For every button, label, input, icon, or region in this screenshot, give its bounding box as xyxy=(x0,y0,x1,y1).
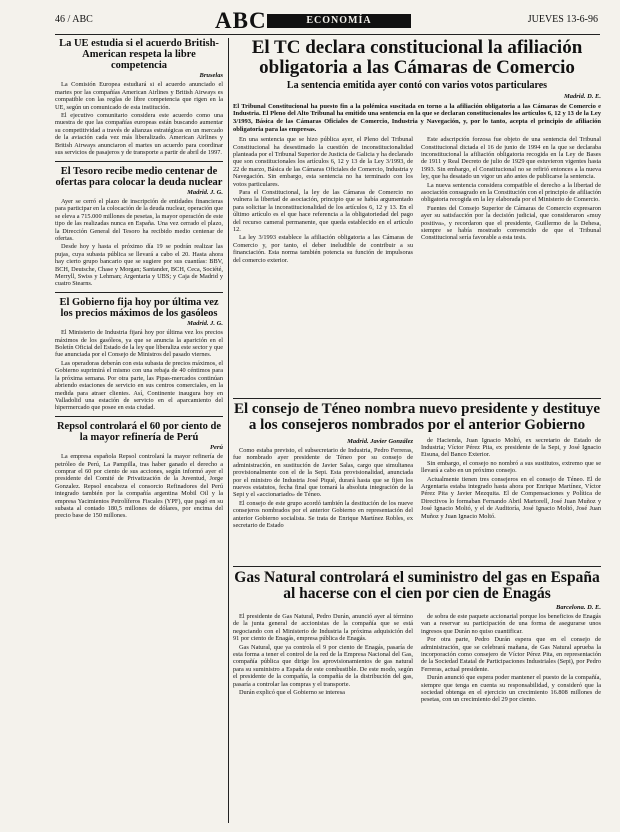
tc-para: Este adscripción forzosa fue objeto de una sentencia del Tribunal Constitucional dictada el 16 de junio de 1994 en la que se declaraba inconstitucional la afiliación obligatoria recogida en la Ley de Bases de 1911 y Real Decreto de julio de 1929 que estuvieron vigentes hasta 1993. Sin embargo, el Constitucional no se refirió entonces a la nueva ley, que ha desatado un vigor un año antes de publicarse la sentencia. xyxy=(421,136,601,181)
tc-para: Fuentes del Consejo Superior de Cámaras de Comercio expresaron ayer su satisfacción por la decisión judicial, que consideraron «muy positiva», y recordaron que el presidente, Guillermo de la Dehesa, siempre se había mostrado convencido de que el Tribunal Constitucional sería favorable a esta tesis. xyxy=(421,204,601,242)
tc-article xyxy=(233,38,601,350)
tc-para: La ley 3/1993 establece la afiliación obligatoria a las Cámaras de Comercio y, por tanto, el deber ineludible de contribuir a su financiación. Esta norma también potencia su función de impulsoras del comercio exterior. xyxy=(233,234,413,264)
teneo-headline: El consejo de Téneo nombra nuevo presidente y destituye a los consejeros nombrados por el anterior Gobierno xyxy=(233,402,601,433)
gas-para: El presidente de Gas Natural, Pedro Durán, anunció ayer al término de la junta general de accionistas de la compañía que se está negociando con el Ministerio de Industria la próxima adquisición del 91 por ciento de Enagás, empresa pública de Enagás. xyxy=(233,612,413,643)
teneo-para: El consejo de este grupo acordó también la destitución de los nueve consejeros nombrados por el anterior Gobierno en representación del anterior Gobierno socialista. Se trata de Enrique Martínez Robles, ex secretario de Estado xyxy=(233,499,413,529)
article-divider xyxy=(233,398,601,399)
gasoleos-headline: El Gobierno fija hoy por última vez los precios máximos de los gasóleos xyxy=(59,296,219,319)
gas-article xyxy=(233,570,601,825)
masthead xyxy=(55,8,600,35)
teneo-article xyxy=(233,402,601,562)
ue-para: El ejecutivo comunitario considera este acuerdo como una muestra de que las compañías europeas están buscando aumentar su competitividad a través de alianzas estratégicas en un mercado de la aviación cada vez más liberalizado. American Airlines y British Airways anunciaron el martes un acuerdo para coordinar sus servicios de pasajeros y de transporte a partir de abril de 1997. xyxy=(55,112,223,157)
gas-para: de sobra de este paquete accionarial porque los beneficios de Enagás van a reservar su participación de una forma de asegurarse unos ingresos que Durán no quiso cuantificar. xyxy=(421,612,601,635)
gas-para: Durán explicó que el Gobierno se interesa xyxy=(239,689,345,696)
left-column xyxy=(55,38,223,823)
repsol-para: La empresa española Repsol controlará la mayor refinería de petróleo de Perú, La Pampilla, tras haber ganado el derecho a comprar el 60 por ciento de sus acciones, según informó ayer el presidente del Comité de Privatización de la Juventud, Jorge Gonzalez. Repsol encabeza el consorcio Refinadores del Perú integrado también por la compañía argentina Mobil Oil y la empresa Yacimientos Petrolíferos Fiscales (YPF), que pagó en su subasta al contado 180,5 millones de dólares, por encima del precio base de 150 millones. xyxy=(55,453,223,520)
gas-para: Durán anunció que espera poder mantener el puesto de la compañía, siempre que tenga en cuenta su responsabilidad, y consideró que la sociedad obtenga en el ejercicio un crecimiento 16.808 millones de pesetas, con un crecimiento del 29 por ciento. xyxy=(421,674,601,704)
gas-para: Gas Natural, que ya controla el 9 por ciento de Enagás, pasaría de esta forma a tener el control de la red de la Empresa Nacional del Gas, compañía pública que dirige los aprovisionamientos de gas natural para su suministro a España de este combustible. De este modo, según el presidente de la compañía, la compañía de la distribución del gas, pasaría a controlar las compras y el transporte. xyxy=(233,643,413,688)
gasoleos-para: El Ministerio de Industria fijará hoy por última vez los precios máximos de los gasóleos, ya que se anuncia la aparición en el Boletín Oficial del Estado de la ley que liberaliza este sector y que fue anunciada por el Consejo de Ministros del pasado viernes. xyxy=(55,329,223,359)
tesoro-dateline: Madrid. J. G. xyxy=(187,188,223,196)
gas-headline: Gas Natural controlará el suministro del gas en España al hacerse con el cien por cien de Enagás xyxy=(234,570,600,603)
tc-para: La nueva sentencia considera compatible el derecho a la libertad de asociación consagrado en la Constitución con el principio de afiliación obligatoria recogida en la ley elaborada por el Ministerio de Comercio. xyxy=(421,181,601,204)
gasoleos-para: Las operadoras deberán con esta subasta de precios máximos, el Gobierno suprimirá el mismo con una rebaja de 40 céntimos para la próxima semana. Por otra parte, las Pipas-mercados continúan abriendo estaciones de servicio en sus centros comerciales, en la medida para atraer clientes. Así, Continente inaugura hoy en Valladolid una estación de servicio en el aparcamiento del hipermercado que posee en esta ciudad. xyxy=(55,359,223,412)
ue-headline: La UE estudia si el acuerdo British-American respeta la libre competencia xyxy=(59,38,219,72)
gas-dateline: Barcelona. D. E. xyxy=(556,603,601,611)
ue-para: La Comisión Europea estudiará si el acuerdo anunciado el martes por las compañías American Airlines y British Airways es compatible con las reglas de libre competencia que rigen en la UE, según un comunicado de esta institución. xyxy=(55,81,223,111)
paper-logo: ABC xyxy=(215,8,267,33)
page-number: 46 / ABC xyxy=(55,14,93,25)
teneo-para: Actualmente tienen tres consejeros en el consejo de Téneo. El de Argentaria estaba integrado hasta ahora por Enrique Martínez, Víctor Pérez Pita y Javier Mezquita. El de Compensaciones y Política de Directivos lo formaban Fernando Abril Martorell, José Juan Muñoz y José Ignacio Moltó, y el de Auditoría, José Ignacio Moltó, José Juan Muñoz y Juan Ignacio Moltó. xyxy=(421,475,601,520)
teneo-dateline: Madrid. Javier González xyxy=(347,437,413,445)
article-divider xyxy=(233,566,601,567)
tc-lead: El Tribunal Constitucional ha puesto fin a la polémica suscitada en torno a la afiliación obligatoria a las Cámaras de Comercio e Industria. El Pleno del Alto Tribunal ha emitido una sentencia en la que se declaran constitucionales los artículos 6, 12 y 13 de la Ley 3/1993, Básica de las Cámaras Oficiales de Comercio, Industria y Navegación, y, por lo tanto, acepta el principio de afiliación obligatoria para las empresas. xyxy=(233,102,601,133)
ue-dateline: Bruselas xyxy=(199,72,223,80)
tc-headline: El TC declara constitucional la afiliación obligatoria a las Cámaras de Comercio xyxy=(251,38,583,78)
teneo-para: de Hacienda, Juan Ignacio Moltó, ex secretario de Estado de Industria; Víctor Pérez Pita, ex presidente de la Sepi, y José Ignacio Eisuna, del Banco Exterior. xyxy=(421,436,601,459)
teneo-para: Sin embargo, el consejo no nombró a sus sustitutos, extremo que se llevará a cabo en un próximo consejo. xyxy=(421,459,601,475)
tc-subhead: La sentencia emitida ayer contó con varios votos particulares xyxy=(286,79,548,91)
teneo-para: Como estaba previsto, el subsecretario de Industria, Pedro Ferreras, fue nombrado ayer presidente de Téneo por su consejo de administración, en sustitución de Javier Salas, cargo que simultanea provisionalmente con el de la Sepi. Esta provisionalidad, anunciada por el ministro de Industria José Piqué, durará hasta que se fijen los nuevos estatutos, fecha final que tomará la absoluta integración de la Sepi y el «accionariado» de Téneo. xyxy=(233,446,413,499)
gasoleos-dateline: Madrid. J. G. xyxy=(187,319,223,327)
tc-para: Para el Constitucional, la ley de las Cámaras de Comercio no vulnera la libertad de asociación, principio que se había argumentado para solicitar la inconstitucionalidad de los artículos 6, 12 y 13. En el último artículo es el que hace referencia a la obligatoriedad del pago del recurso cameral permanente, que queda establecido en el artículo 12. xyxy=(233,189,413,234)
repsol-dateline: Perú xyxy=(210,443,223,451)
tesoro-para: Desde hoy y hasta el próximo día 19 se podrán realizar las pujas, cuya subasta pública se llevará a cabo el 20. Hasta ahora hay cierto grupo bancario que se sugiere por sus cuantías: BBV, BCH, Deutsche, Chase y Morgan; Santander, BCH, Ceca, Société, Merryll, Swiss y Lehman; Argentaria y UBS; y Caja de Madrid y cuatro Stearns. xyxy=(55,243,223,288)
column-divider xyxy=(228,38,229,823)
gas-para: Por otra parte, Pedro Durán espera que en el consejo de administración, que se celebrará mañana, de Gas Natural aprueba la incorporación como consejero de Víctor Pérez Pita, en representación de la Sociedad Estatal de Participaciones Industriales (Sepi), por Pedro Ferreras, actual presidente. xyxy=(421,636,601,673)
tc-dateline: Madrid. D. E. xyxy=(563,93,601,101)
tesoro-headline: El Tesoro recibe medio centenar de ofertas para colocar la deuda nuclear xyxy=(55,165,223,188)
repsol-headline: Repsol controlará el 60 por ciento de la mayor refinería de Perú xyxy=(56,420,222,443)
section-label: ECONOMÍA xyxy=(267,14,411,28)
tc-para: En una sentencia que se hizo pública ayer, el Pleno del Tribunal Constitucional ha desestimado la cuestión de inconstitucionalidad planteada por el Tribunal Superior de Justicia de Galicia y ha declarado que son constitucionales los artículos 6, 12 y 13 de la Ley 3/1993, de 22 de marzo, Básica de las Cámaras Oficiales de Comercio, Industria y Navegación. Sin embargo, esta sentencia no ha terminado con los votos particulares. xyxy=(233,136,413,188)
tesoro-para: Ayer se cerró el plazo de inscripción de entidades financieras para participar en la colocación de la deuda nuclear, operación que se eleva a 715.000 millones de pesetas, la mayor operación de este tipo de las realizadas nunca en España. Una vez cerrado el plazo, la Dirección General del Tesoro ha recibido medio centenar de ofertas. xyxy=(55,197,223,242)
issue-date: JUEVES 13-6-96 xyxy=(527,14,598,25)
